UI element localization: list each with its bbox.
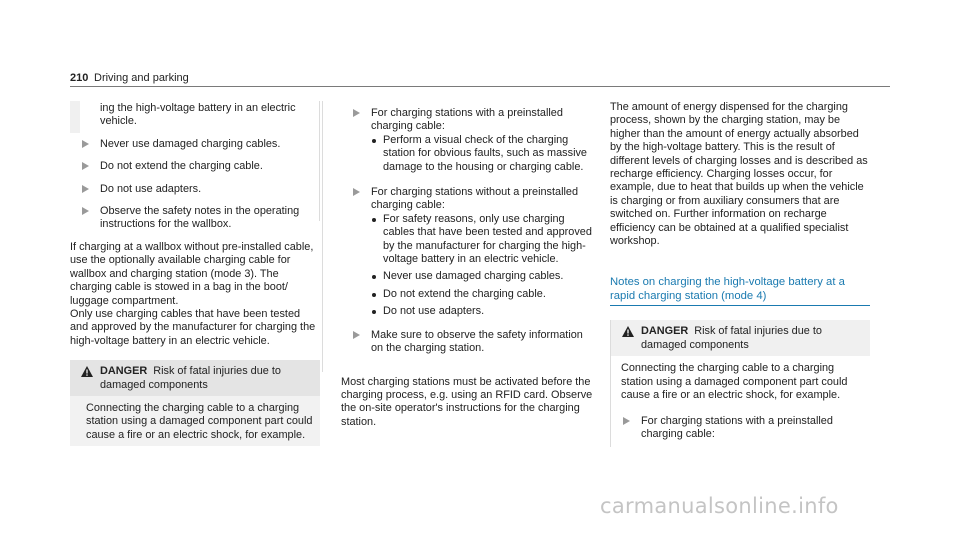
paragraph: Most charging stations must be activated before the charging process, e.g. using an RFID card. Observe the on-site operator's instructions for the charging station.: [341, 375, 593, 428]
column-right: [610, 101, 870, 447]
section-heading: Notes on charging the high-voltage battery at a rapid charging station (mode 4): [610, 275, 870, 306]
instruction-step: [70, 138, 319, 151]
instruction-step: [341, 329, 597, 356]
page-header: [70, 71, 890, 87]
warning-triangle-icon: [81, 366, 93, 377]
continuation-bar: [70, 101, 80, 133]
bullet-dot: [372, 218, 376, 222]
step-text: Do not use adapters.: [100, 182, 202, 195]
column-left: [70, 101, 320, 446]
bullet-dot: [372, 310, 376, 314]
step-arrow-icon: [353, 109, 360, 117]
warning-triangle-icon: [622, 326, 634, 337]
notice-box: [610, 320, 870, 447]
bullet-dot: [372, 275, 376, 279]
step-text: Never use damaged charging cables.: [100, 137, 281, 150]
step-text: For charging stations without a preinstalled charging cable:: [371, 186, 579, 212]
continuation-text: ing the high-voltage battery in an electric vehicle.: [100, 102, 296, 128]
step-arrow-icon: [353, 188, 360, 196]
danger-title: Risk of fatal injuries due to damaged components: [641, 325, 822, 351]
step-arrow-icon: [82, 162, 89, 170]
page-number: 210: [70, 72, 89, 84]
paragraph: Only use charging cables that have been tested and approved by the manufacturer for charging the high-voltage battery in an electric vehicle.: [70, 308, 316, 347]
column-middle: [341, 101, 597, 429]
instruction-step: [341, 186, 597, 319]
column-divider: [322, 101, 323, 372]
step-text: Do not extend the charging cable.: [100, 160, 263, 173]
step-text: For charging stations with a preinstalled charging cable:: [371, 107, 563, 133]
bullet-item: [371, 305, 597, 318]
danger-header: [70, 360, 320, 396]
bullet-list: [371, 213, 597, 319]
step-text: Observe the safety notes in the operating instructions for the wallbox.: [100, 205, 300, 231]
instruction-step: [341, 107, 597, 174]
instruction-step: [611, 415, 870, 442]
danger-notice: [70, 360, 320, 446]
bullet-item: [371, 288, 597, 301]
paragraph: If charging at a wallbox without pre-installed cable, use the optionally available charging cable for wallbox and charging station (mode 3). The charging cable is stowed in a bag in the boot/ luggage compartment.: [70, 241, 314, 307]
step-arrow-icon: [82, 140, 89, 148]
step-text: For charging stations with a preinstalled charging cable:: [641, 414, 833, 440]
step-arrow-icon: [623, 417, 630, 425]
bullet-item: [371, 270, 597, 283]
bullet-dot: [372, 139, 376, 143]
danger-label: DANGER: [100, 365, 148, 378]
bullet-text: Do not extend the charging cable.: [383, 287, 546, 300]
section-title: Driving and parking: [94, 72, 189, 84]
bullet-item: [371, 213, 597, 267]
instruction-step: [70, 183, 319, 196]
bullet-text: Do not use adapters.: [383, 305, 485, 318]
instruction-step: [70, 160, 319, 173]
danger-body: Connecting the charging cable to a charging station using a damaged component part could cause a fire or an electric shock, for example.: [86, 402, 313, 441]
bullet-text: Never use damaged charging cables.: [383, 270, 564, 283]
paragraph: The amount of energy dispensed for the charging process, shown by the charging station, may be higher than the amount of energy actually absorbed by the high-voltage battery. This is the result of different levels of charging losses and is described as recharge efficiency. Charging losses occur, for example, due to heat that builds up when the vehicle is charging or from auxiliary consumers that are switched on. Further information on recharge efficiency can be obtained at a qualified specialist workshop.: [610, 101, 868, 248]
instruction-step: [70, 205, 319, 232]
bullet-list: [371, 134, 597, 174]
instruction-box: [70, 101, 320, 231]
danger-header: [611, 320, 870, 356]
danger-label: DANGER: [641, 325, 689, 338]
bullet-dot: [372, 293, 376, 297]
danger-title: Risk of fatal injuries due to damaged components: [100, 365, 281, 391]
watermark: carmanualsonline.info: [600, 494, 839, 518]
step-text: Make sure to observe the safety information on the charging station.: [371, 328, 583, 355]
danger-body: Connecting the charging cable to a charging station using a damaged component part could cause a fire or an electric shock, for example.: [621, 362, 848, 402]
bullet-text: Perform a visual check of the charging station for obvious faults, such as massive damage to the housing or charging cable.: [383, 133, 587, 173]
bullet-item: [371, 134, 597, 174]
danger-notice: [611, 320, 870, 406]
step-arrow-icon: [82, 207, 89, 215]
step-arrow-icon: [353, 331, 360, 339]
step-arrow-icon: [82, 185, 89, 193]
bullet-text: For safety reasons, only use charging cables that have been tested and approved by the manufacturer for charging the high-voltage battery in an electric vehicle.: [383, 212, 592, 266]
